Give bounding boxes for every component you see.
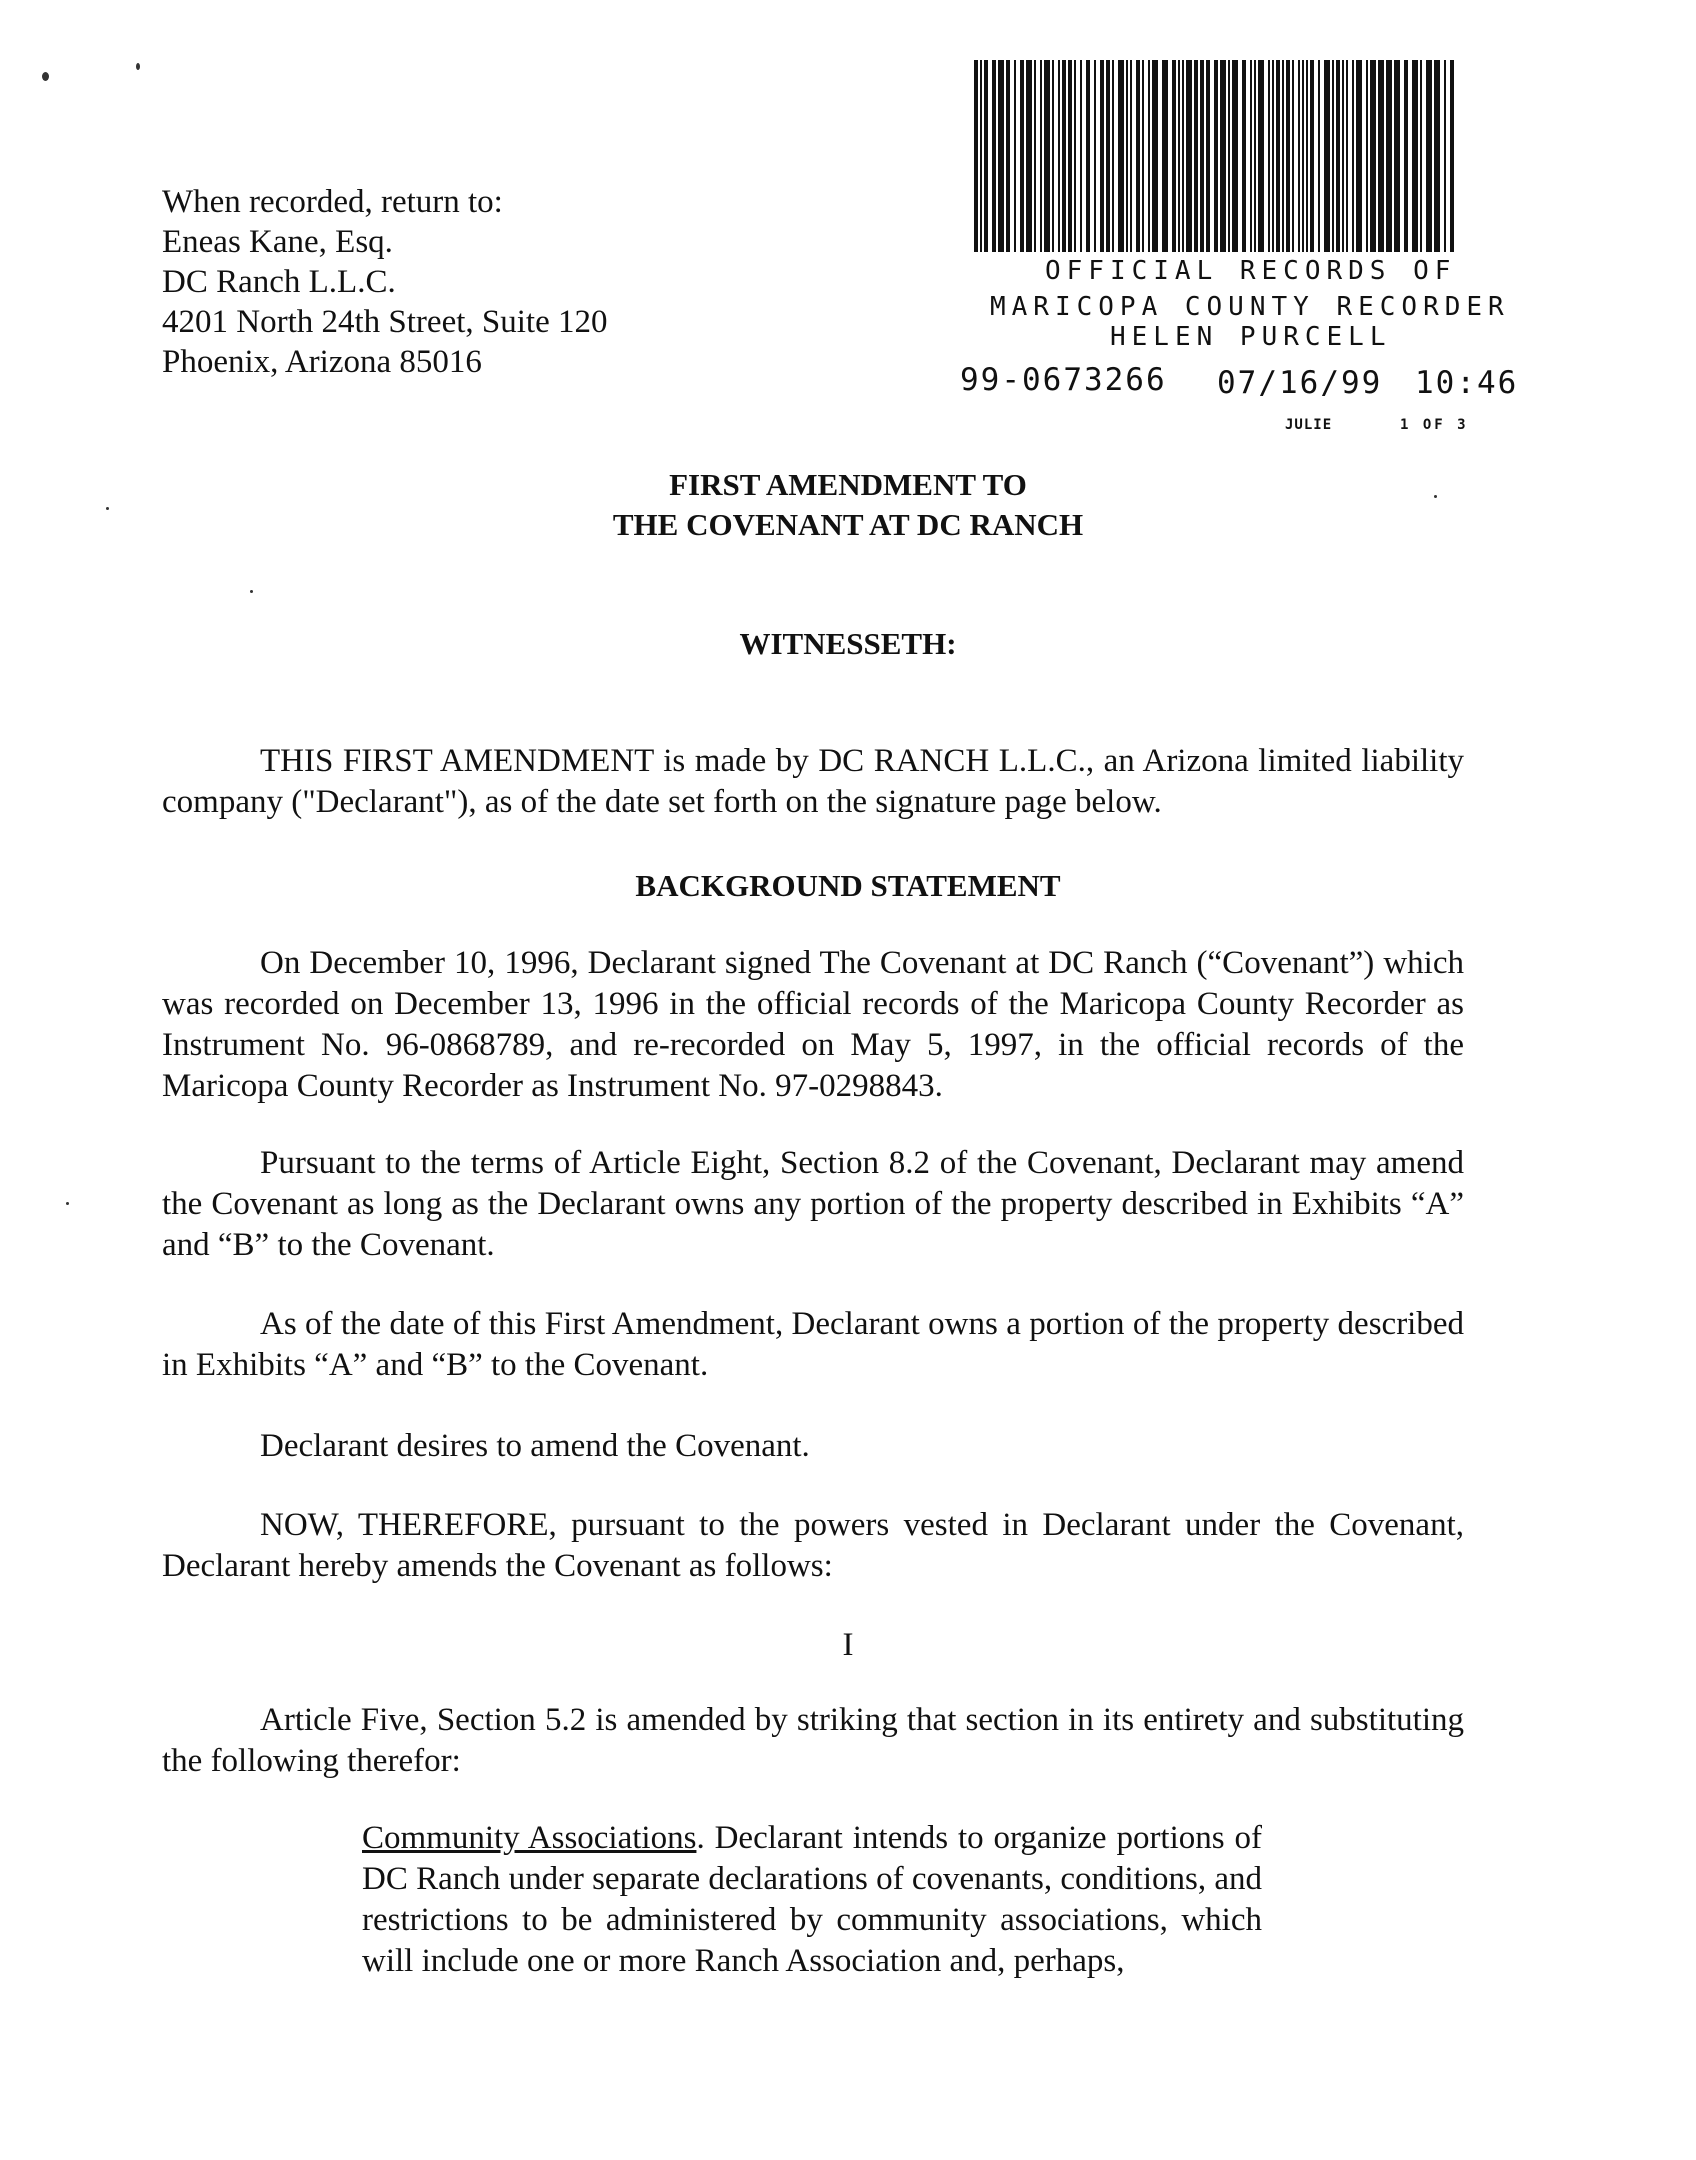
recording-date: 07/16/99 — [1217, 365, 1383, 401]
return-address-line: When recorded, return to: — [162, 184, 503, 220]
title-line: THE COVENANT AT DC RANCH — [612, 507, 1084, 542]
recording-clerk: JULIE — [1285, 417, 1333, 433]
barcode — [972, 60, 1459, 252]
recorder-office-line: OFFICIAL RECORDS OF — [1045, 256, 1457, 286]
background-paragraph: As of the date of this First Amendment, Declarant owns a portion of the property described in Exhibits “A” and “B” to the Covenant. — [162, 1306, 1464, 1383]
background-paragraph: Declarant desires to amend the Covenant. — [260, 1428, 810, 1464]
background-paragraph: Pursuant to the terms of Article Eight, Section 8.2 of the Covenant, Declarant may amend the Covenant as long as the Declarant owns any portion of the property described in Exhibits “A” and “B” to the Covenant. — [162, 1145, 1464, 1263]
background-paragraph: On December 10, 1996, Declarant signed The Covenant at DC Ranch (“Covenant”) which was recorded on December 13, 1996 in the official records of the Maricopa County Recorder as Instrument No. 96-0868789, and re-recorded on May 5, 1997, in the official records of the Maricopa County Recorder as Instrument No. 97-0298843. — [162, 945, 1464, 1104]
recorder-county-line: MARICOPA COUNTY RECORDER — [990, 292, 1510, 322]
instrument-number: 99-0673266 — [960, 362, 1167, 398]
now-therefore-paragraph: NOW, THEREFORE, pursuant to the powers vested in Declarant under the Covenant, Declarant hereby amends the Covenant as follows: — [162, 1507, 1464, 1584]
scan-speck — [66, 1202, 69, 1205]
intro-paragraph: THIS FIRST AMENDMENT is made by DC RANCH L.L.C., an Arizona limited liability company ("Declarant"), as of the date set forth on the signature page below. — [162, 743, 1464, 820]
witnesseth-heading: WITNESSETH: — [739, 626, 957, 661]
quoted-text: . Declarant intends to organize portions of DC Ranch under separate declarations of covenants, conditions, and restrictions to be administered by community associations, which will include one or more Ranch Association and, perhaps, — [362, 1820, 1262, 1979]
document-title — [0, 465, 1696, 545]
title-line: FIRST AMENDMENT TO — [669, 467, 1027, 502]
return-address-line: Phoenix, Arizona 85016 — [162, 344, 482, 380]
scan-speck — [136, 63, 140, 70]
quoted-term: Community Associations — [362, 1820, 697, 1856]
return-address-block — [162, 182, 607, 382]
recorder-name-line: HELEN PURCELL — [1110, 322, 1392, 352]
return-address-line: DC Ranch L.L.C. — [162, 264, 396, 300]
background-heading: BACKGROUND STATEMENT — [635, 868, 1061, 903]
return-address-line: Eneas Kane, Esq. — [162, 224, 393, 260]
section-number: I — [842, 1627, 854, 1663]
quoted-section — [362, 1818, 1262, 1982]
scan-speck — [42, 72, 49, 81]
amendment-paragraph: Article Five, Section 5.2 is amended by striking that section in its entirety and substituting the following therefor: — [162, 1702, 1464, 1779]
scan-speck — [250, 590, 253, 593]
page-count: 1 OF 3 — [1400, 417, 1469, 433]
return-address-line: 4201 North 24th Street, Suite 120 — [162, 304, 608, 340]
recording-time: 10:46 — [1415, 365, 1519, 401]
